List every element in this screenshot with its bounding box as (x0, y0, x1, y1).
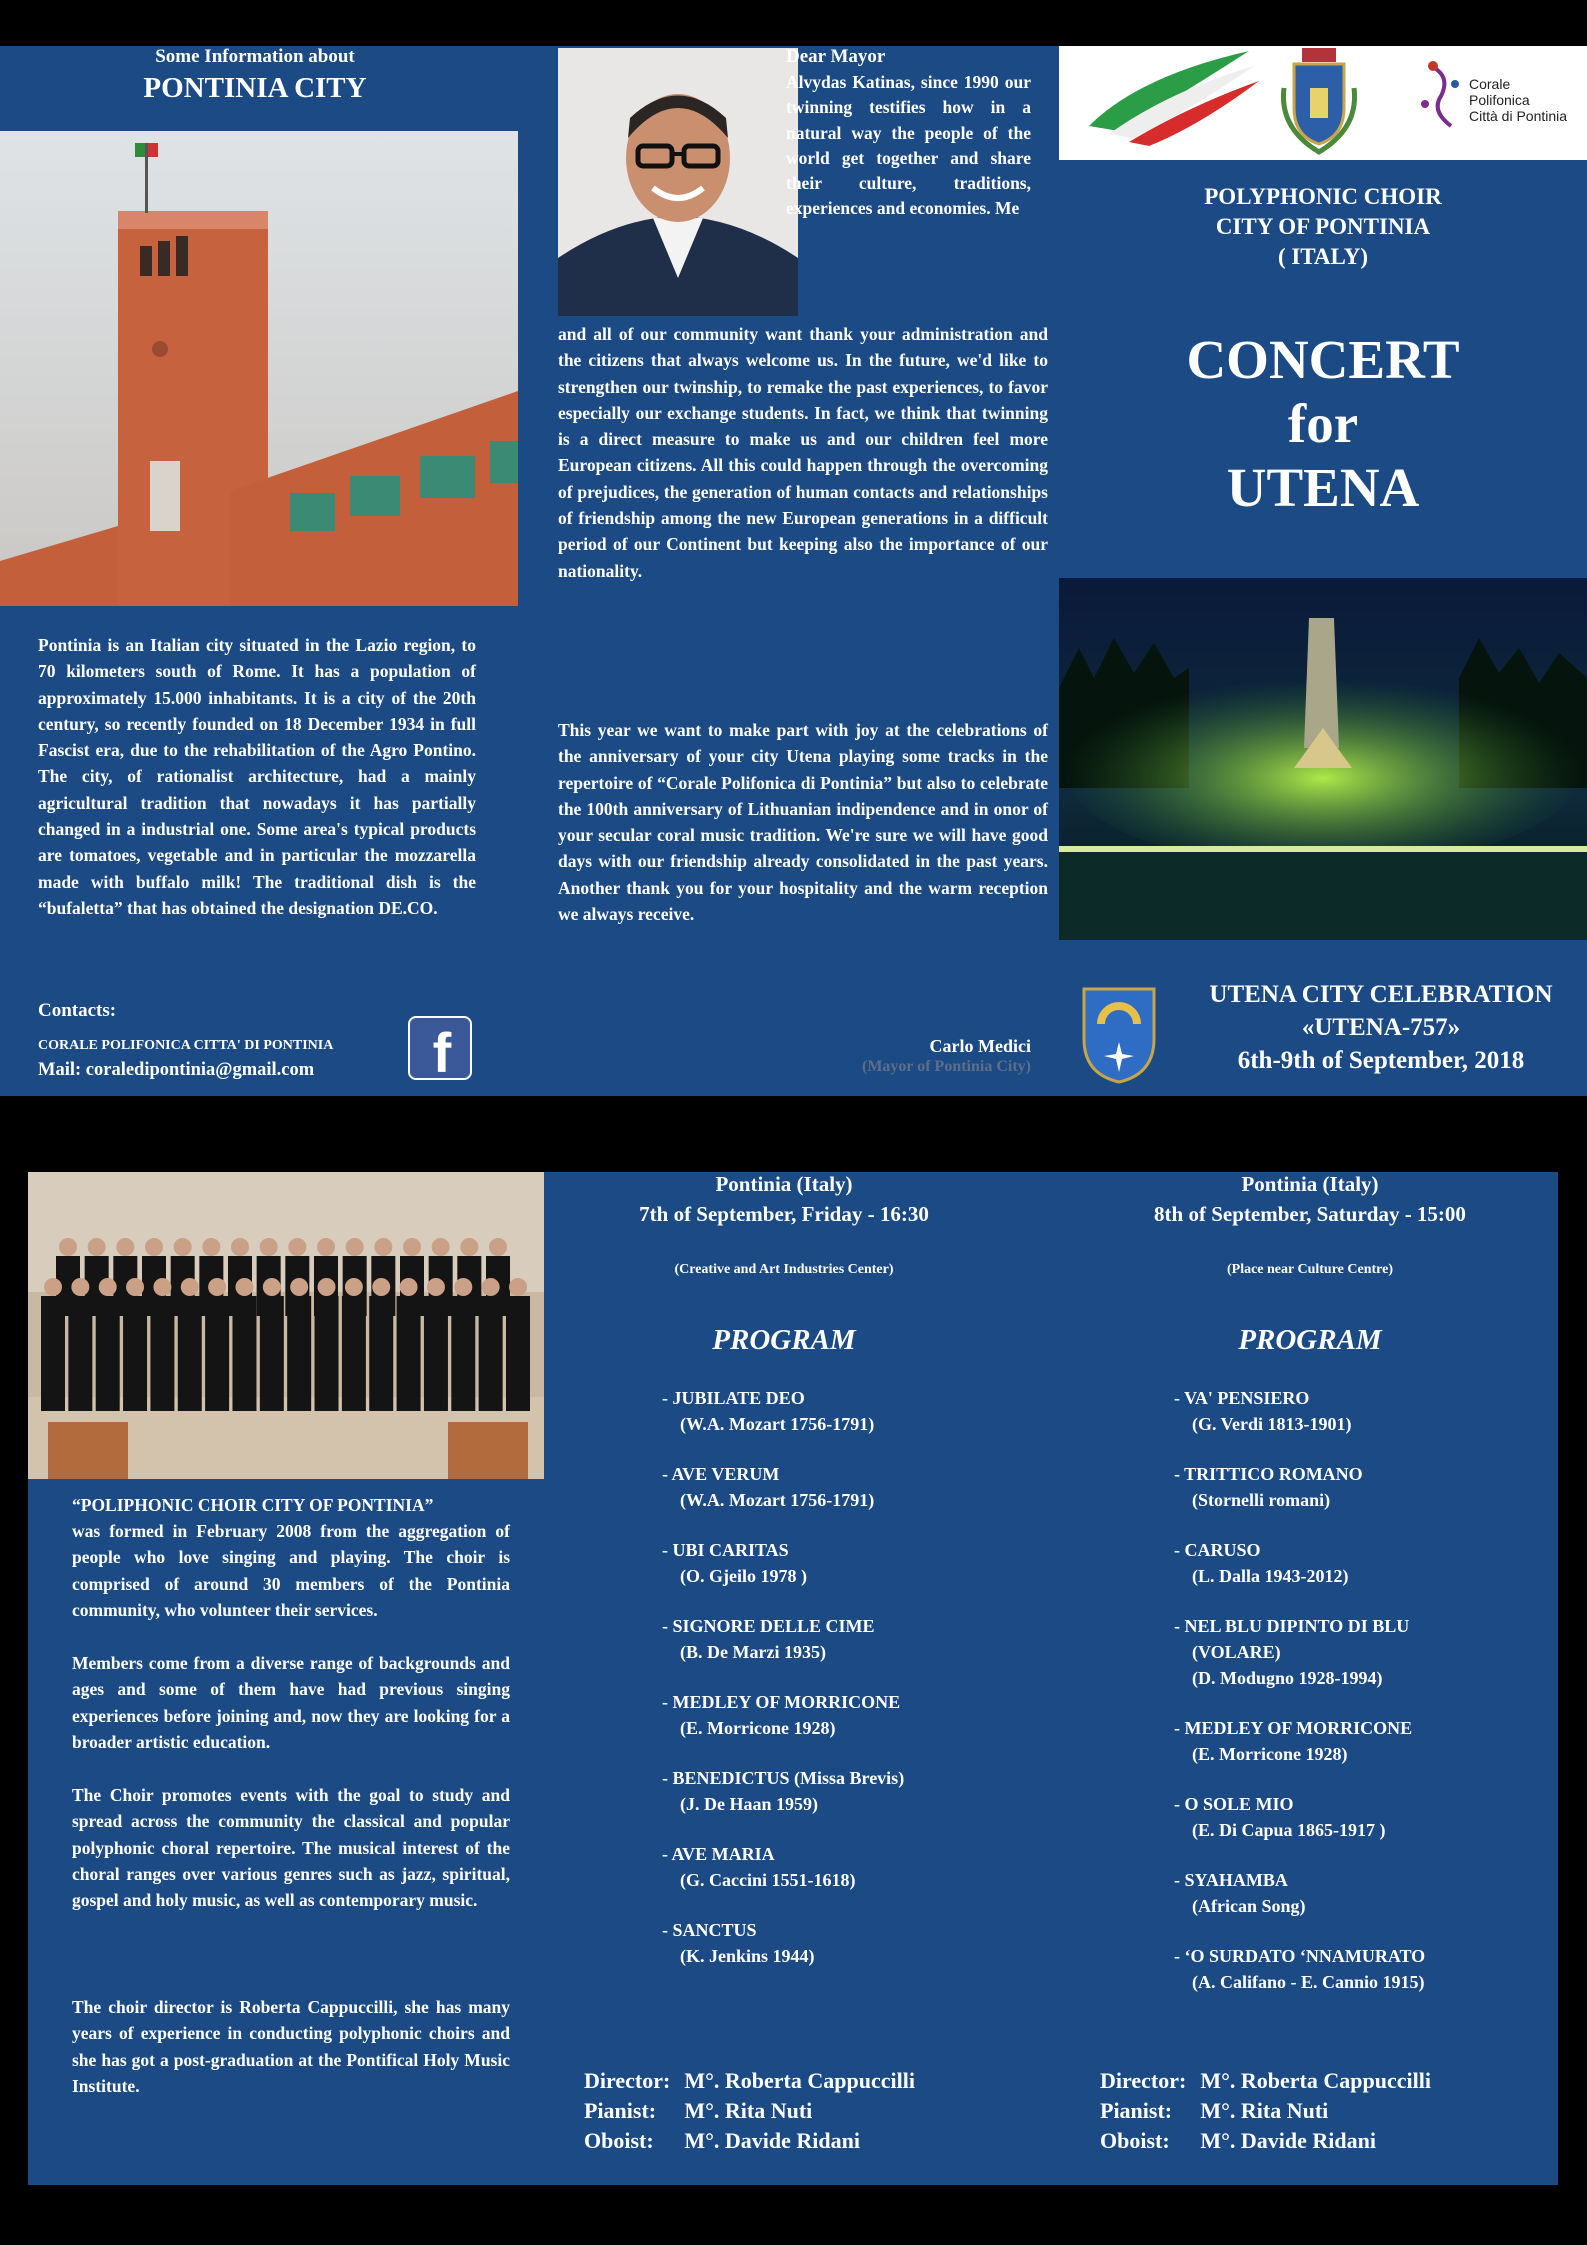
choir-member-head (116, 1238, 134, 1256)
choir-member-body (123, 1296, 147, 1411)
friday-date: 7th of September, Friday - 16:30 (639, 1202, 929, 1226)
concert-title-3: UTENA (1226, 457, 1420, 518)
choir-member-head (202, 1238, 220, 1256)
panel1-heading-big: PONTINIA CITY (143, 72, 367, 104)
program-item-composer: (E. Morricone 1928) (680, 1718, 836, 1738)
saturday-venue: (Place near Culture Centre) (1226, 1262, 1393, 1277)
choir-member-head (235, 1278, 253, 1296)
choir-member-head (290, 1278, 308, 1296)
choir-member-body (424, 1296, 448, 1411)
choir-logo-text-1: Corale (1469, 76, 1511, 92)
pontinia-crest-icon (1274, 48, 1364, 158)
program-item (662, 1841, 1042, 1893)
program-item-composer: (O. Gjeilo 1978 ) (680, 1566, 807, 1586)
credit-role: Director: (584, 2068, 671, 2093)
choir-member-body (287, 1296, 311, 1411)
choir-member-head (400, 1278, 418, 1296)
program-item-title: - VA' PENSIERO (1174, 1388, 1310, 1408)
logos-banner (1059, 46, 1587, 160)
saturday-credits (1100, 2066, 1445, 2156)
choir-member-head (99, 1278, 117, 1296)
choir-member-body (232, 1296, 256, 1411)
friday-venue: (Creative and Art Industries Center) (674, 1262, 894, 1277)
choir-member-body (260, 1296, 284, 1411)
choir-member-head (374, 1238, 392, 1256)
letter-body-2: This year we want to make part with joy at the celebrations of the anniversary of your city Utena playing some tracks in the repertoire of “Corale Polifonica di Pontinia” but also to celebrate the 100th anniversary of Lithuanian indipendence and in onor of your secular coral music tradition. We're sure we will have good days with our friendship already consolidated in the past years. Another thank you for your hospitality and the warm reception we always receive. (558, 720, 1048, 925)
letter-salutation: Dear Mayor (786, 46, 886, 67)
program-item-title: - ‘O SURDATO ‘NNAMURATO (1174, 1946, 1426, 1966)
choir-member-head (126, 1278, 144, 1296)
choir-name-line1: POLYPHONIC CHOIR (1204, 184, 1442, 209)
choir-member-body (342, 1296, 366, 1411)
program-item (662, 1917, 1042, 1969)
choir-member-head (208, 1278, 226, 1296)
program-item-composer: (A. Califano - E. Cannio 1915) (1192, 1972, 1425, 1992)
town-hall-photo (0, 131, 518, 606)
choir-paragraph-4: The choir director is Roberta Cappuccilli, she has many years of experience in conducting polyphonic choirs and she has got a post-graduation at the Pontifical Holy Music Institute. (72, 1997, 510, 2096)
choir-member-head (460, 1238, 478, 1256)
choir-member-head (432, 1238, 450, 1256)
program-item-title: - NEL BLU DIPINTO DI BLU (1174, 1616, 1410, 1636)
program-item-composer: (G. Caccini 1551-1618) (680, 1870, 856, 1890)
credit-role: Oboist: (1100, 2128, 1170, 2153)
program-item-title: - AVE VERUM (662, 1464, 780, 1484)
program-item-title: - UBI CARITAS (662, 1540, 789, 1560)
program-item-title: - AVE MARIA (662, 1844, 775, 1864)
program-item (1174, 1613, 1554, 1691)
credit-role: Director: (1100, 2068, 1187, 2093)
credit-name: M°. Rita Nuti (1200, 2098, 1329, 2123)
choir-member-body (178, 1296, 202, 1411)
credit-row (584, 2126, 929, 2156)
choir-member-head (88, 1238, 106, 1256)
choir-member-head (145, 1238, 163, 1256)
program-item-title: - BENEDICTUS (Missa Brevis) (662, 1768, 905, 1788)
program-item-composer: (E. Di Capua 1865-1917 ) (1192, 1820, 1386, 1840)
panel-program-friday (544, 1172, 1060, 2185)
choir-member-head (288, 1238, 306, 1256)
credit-name: M°. Davide Ridani (684, 2128, 860, 2153)
concert-title-1: CONCERT (1186, 329, 1460, 390)
friday-credits (584, 2066, 929, 2156)
credit-row (1100, 2066, 1445, 2096)
choir-member-body (150, 1296, 174, 1411)
choir-member-body (315, 1296, 339, 1411)
choir-paragraph-1: was formed in February 2008 from the aggregation of people who love singing and playing. The choir is comprised of around 30 members of the Pontinia community, who volunteer their services. (72, 1521, 510, 1620)
program-item-composer: (Stornelli romani) (1192, 1490, 1331, 1510)
choir-member-body (397, 1296, 421, 1411)
program-item-composer: (W.A. Mozart 1756-1791) (680, 1490, 875, 1510)
choir-member-head (372, 1278, 390, 1296)
pontinia-description: Pontinia is an Italian city situated in the Lazio region, to 70 kilometers south of Rome. It has a population of approximately 15.000 inhabitants. It is a city of the 20th century, so recently founded on 18 December 1934 in full Fascist era, due to the rehabilitation of the Agro Pontino. The city, of rationalist architecture, had a mainly agricultural tradition that nowadays it has partially changed in a industrial one. Some area's typical products are tomatoes, vegetable and in particular the mozzarella made with buffalo milk! The traditional dish is the “bufaletta” that has obtained the designation DE.CO. (38, 635, 476, 918)
choir-member-head (153, 1278, 171, 1296)
credit-name: M°. Rita Nuti (684, 2098, 813, 2123)
program-item-composer: (D. Modugno 1928-1994) (1192, 1668, 1383, 1688)
choir-name: “POLIPHONIC CHOIR CITY OF PONTINIA” (72, 1495, 434, 1515)
choir-member-body (506, 1296, 530, 1411)
event-line-3: 6th-9th of September, 2018 (1237, 1047, 1525, 1074)
program-item (662, 1689, 1042, 1741)
event-line-1: UTENA CITY CELEBRATION (1209, 981, 1553, 1008)
program-item-composer: (B. De Marzi 1935) (680, 1642, 826, 1662)
choir-logo-text-2: Polifonica (1469, 92, 1530, 108)
friday-program-label: PROGRAM (712, 1324, 856, 1356)
choir-member-head (345, 1278, 363, 1296)
program-item (662, 1385, 1042, 1437)
choir-member-head (509, 1278, 527, 1296)
choir-member-body (68, 1296, 92, 1411)
saturday-program-label: PROGRAM (1238, 1324, 1382, 1356)
credit-role: Pianist: (584, 2098, 657, 2123)
choir-member-body (41, 1296, 65, 1411)
program-item (1174, 1943, 1554, 1995)
program-item-title: - SYAHAMBA (1174, 1870, 1288, 1890)
program-item (662, 1613, 1042, 1665)
program-item-title: - CARUSO (1174, 1540, 1261, 1560)
choir-member-head (263, 1278, 281, 1296)
panel-mayor-letter (528, 46, 1059, 1096)
program-item (662, 1537, 1042, 1589)
panel-program-saturday (1060, 1172, 1558, 2185)
choir-member-head (318, 1278, 336, 1296)
choir-member-head (317, 1238, 335, 1256)
saturday-date: 8th of September, Saturday - 15:00 (1154, 1202, 1466, 1226)
panel-cover (1059, 46, 1587, 1096)
choir-member-body (205, 1296, 229, 1411)
program-item-composer: (W.A. Mozart 1756-1791) (680, 1414, 875, 1434)
choir-member-head (454, 1278, 472, 1296)
program-item-composer: (J. De Haan 1959) (680, 1794, 818, 1814)
choir-logo-text-3: Città di Pontinia (1469, 108, 1568, 124)
program-item-title: - O SOLE MIO (1174, 1794, 1294, 1814)
choir-member-head (260, 1238, 278, 1256)
credit-name: M°. Roberta Cappuccilli (684, 2068, 915, 2093)
choir-logo-icon (1411, 56, 1471, 136)
friday-program-list (662, 1385, 1042, 1993)
choir-name-line3: ( ITALY) (1277, 244, 1369, 269)
credit-name: M°. Roberta Cappuccilli (1200, 2068, 1431, 2093)
choir-member-head (59, 1238, 77, 1256)
program-item-title: - SANCTUS (662, 1920, 757, 1940)
program-item (1174, 1791, 1554, 1843)
letter-signature-title: (Mayor of Pontinia City) (861, 1058, 1031, 1075)
program-item (662, 1461, 1042, 1513)
friday-place: Pontinia (Italy) (715, 1172, 853, 1196)
panel-pontinia-info (0, 46, 528, 1096)
choir-member-head (231, 1238, 249, 1256)
contact-org: CORALE POLIFONICA CITTA' DI PONTINIA (38, 1038, 334, 1053)
choir-paragraph-3: The Choir promotes events with the goal to study and spread across the community the classical and popular polyphonic choral repertoire. The musical interest of the choral ranges over various genres such as jazz, spiritual, gospel and holy music, as well as contemporary music. (72, 1785, 510, 1911)
program-item-title: - SIGNORE DELLE CIME (662, 1616, 875, 1636)
concert-title-2: for (1287, 393, 1359, 454)
choir-member-body (451, 1296, 475, 1411)
utena-coat-of-arms-icon (1079, 984, 1159, 1084)
choir-member-head (44, 1278, 62, 1296)
saturday-program-list (1174, 1385, 1554, 2019)
credit-role: Oboist: (584, 2128, 654, 2153)
letter-intro: Alvydas Katinas, since 1990 our twinning testifies how in a natural way the people of the world get together and share their culture, traditions, experiences and economies. Me (786, 72, 1031, 219)
contact-email[interactable]: Mail: coraledipontinia@gmail.com (38, 1060, 315, 1080)
choir-member-body (479, 1296, 503, 1411)
credit-row (584, 2096, 929, 2126)
event-line-2: «UTENA-757» (1301, 1014, 1461, 1041)
svg-text:f: f (432, 1021, 452, 1078)
program-item (662, 1765, 1042, 1817)
choir-member-body (369, 1296, 393, 1411)
program-item-composer: (E. Morricone 1928) (1192, 1744, 1348, 1764)
choir-member-head (346, 1238, 364, 1256)
choir-member-head (181, 1278, 199, 1296)
choir-member-head (482, 1278, 500, 1296)
panel-choir-info (28, 1172, 544, 2185)
credit-role: Pianist: (1100, 2098, 1173, 2123)
letter-body: and all of our community want thank your administration and the citizens that always welcome us. In the future, we'd like to strengthen our twinship, to remake the past experiences, to favor especially our exchange students. In fact, we think that twinning is a direct measure to make us and our children feel more European citizens. All this could happen through the overcoming of prejudices, the generation of human contacts and relationships of friendship among the new European generations in a difficult period of our Continent but keeping also the importance of our nationality. (558, 324, 1048, 581)
letter-signature: Carlo Medici (929, 1036, 1031, 1056)
saturday-place: Pontinia (Italy) (1241, 1172, 1379, 1196)
program-item (1174, 1461, 1554, 1513)
program-item (1174, 1385, 1554, 1437)
program-item-composer: (L. Dalla 1943-2012) (1192, 1566, 1349, 1586)
choir-member-head (71, 1278, 89, 1296)
fountain-photo (1059, 578, 1587, 940)
mayor-portrait (558, 48, 798, 316)
credit-row (584, 2066, 929, 2096)
program-item (1174, 1537, 1554, 1589)
choir-member-body (96, 1296, 120, 1411)
program-item-composer: (K. Jenkins 1944) (680, 1946, 815, 1966)
choir-paragraph-2: Members come from a diverse range of backgrounds and ages and some of them have had previous singing experiences before joining and, now they are looking for a broader artistic education. (72, 1653, 510, 1752)
program-item (1174, 1867, 1554, 1919)
program-item (1174, 1715, 1554, 1767)
credit-row (1100, 2126, 1445, 2156)
program-item-composer: (VOLARE) (1192, 1642, 1281, 1662)
credit-row (1100, 2096, 1445, 2126)
choir-group-photo (28, 1172, 544, 1479)
program-item-title: - TRITTICO ROMANO (1174, 1464, 1363, 1484)
panel1-heading-small: Some Information about (155, 46, 355, 67)
program-item-title: - MEDLEY OF MORRICONE (662, 1692, 901, 1712)
choir-name-line2: CITY OF PONTINIA (1215, 214, 1431, 239)
credit-name: M°. Davide Ridani (1200, 2128, 1376, 2153)
choir-member-head (174, 1238, 192, 1256)
choir-member-head (489, 1238, 507, 1256)
program-item-title: - MEDLEY OF MORRICONE (1174, 1718, 1413, 1738)
choir-member-head (427, 1278, 445, 1296)
program-item-composer: (G. Verdi 1813-1901) (1192, 1414, 1352, 1434)
choir-member-head (403, 1238, 421, 1256)
facebook-icon[interactable] (408, 1016, 472, 1080)
contacts-label: Contacts: (38, 1000, 117, 1021)
program-item-composer: (African Song) (1192, 1896, 1306, 1916)
program-item-title: - JUBILATE DEO (662, 1388, 805, 1408)
